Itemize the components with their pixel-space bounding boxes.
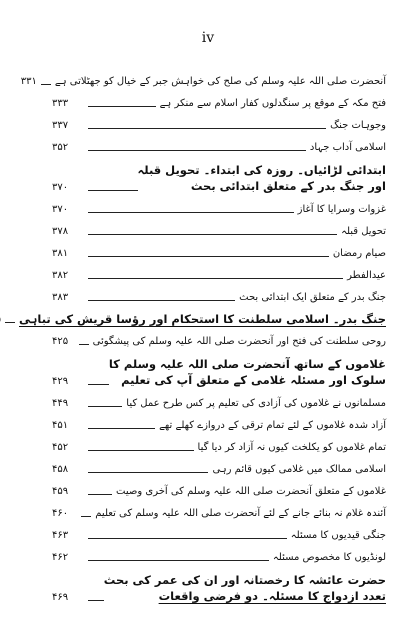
toc-leader-line [41, 84, 51, 85]
toc-leader-line [88, 212, 294, 213]
toc-leader-line [88, 406, 122, 407]
toc-leader-line [88, 278, 343, 279]
toc-row [52, 216, 386, 238]
toc-row [19, 304, 386, 326]
toc-title-line-1: غلاموں کے ساتھ آنحضرت صلی اللہ علیہ وسلم کا [108, 357, 386, 371]
toc-leader-line [79, 344, 89, 345]
toc-row [52, 110, 386, 132]
toc-page-number: ۳۷۰ [52, 182, 69, 193]
toc-page-number: ۳۳۳ [52, 98, 69, 109]
toc-title: اسلامی آداب جہاد [309, 142, 386, 153]
toc-page-number: ۴۵۲ [52, 442, 69, 453]
toc-leader-line [5, 322, 15, 323]
toc-page-number: ۴۴۹ [52, 398, 69, 409]
toc-title: تمام غلاموں کو یکلخت کیوں نہ آزاد کر دیا گیا [197, 442, 386, 453]
toc-page-number: ۴۵۹ [52, 486, 69, 497]
toc-page-number [0, 313, 5, 326]
toc-title [109, 356, 386, 388]
toc-leader-line [88, 150, 306, 151]
toc-row [52, 498, 386, 520]
toc-row [52, 564, 386, 604]
toc-title: جنگ بدر۔ اسلامی سلطنت کا استحکام اور رؤسا قریش کی تباہی [19, 312, 386, 326]
toc-row [52, 542, 386, 564]
toc-row [52, 388, 386, 410]
toc-row [52, 454, 386, 476]
toc-title: اسلامی ممالک میں غلامی کیوں قائم رہی [212, 464, 386, 475]
toc-title: غلاموں کے متعلق آنحضرت صلی اللہ علیہ وسلم کی آخری وصیت [116, 486, 386, 497]
toc-page-number: ۴۶۲ [52, 552, 69, 563]
toc-row [52, 348, 386, 388]
toc-leader-line [88, 538, 287, 539]
toc-row [52, 282, 386, 304]
toc-title: صیام رمضان [332, 248, 386, 259]
toc-title: لونڈیوں کا مخصوص مسئلہ [272, 552, 386, 563]
toc-page-number: ۳۸۳ [52, 292, 69, 303]
toc-title: وجوہات جنگ [330, 120, 386, 131]
toc-leader-line [88, 128, 326, 129]
toc-page-number: ۴۶۰ [52, 508, 69, 519]
toc-leader-line [88, 600, 104, 601]
toc-page-number: ۳۵۲ [52, 142, 69, 153]
toc-row [52, 154, 386, 194]
toc-title: روحی سلطنت کی فتح اور آنحضرت صلی اللہ علیہ وسلم کی پیشگوئی [92, 336, 386, 347]
toc-leader-line [81, 516, 91, 517]
toc-leader-line [88, 560, 269, 561]
toc-leader-line [88, 190, 138, 191]
toc-title: مسلمانوں نے غلاموں کی آزادی کی تعلیم پر کس طرح عمل کیا [126, 398, 386, 409]
toc-title: آنحضرت صلی اللہ علیہ وسلم کی صلح کی خواہش جبر کے خیال کو جھٹلاتی ہے [54, 76, 386, 87]
table-of-contents [19, 66, 386, 604]
toc-page-number: ۳۳۱ [20, 76, 37, 87]
toc-page-number: ۳۷۸ [52, 226, 69, 237]
toc-leader-line [88, 428, 155, 429]
toc-title: عیدالفطر [347, 270, 386, 281]
toc-page-number: ۴۵۱ [52, 420, 69, 431]
toc-title: فتح مکہ کے موقع پر سنگدلوں کفار اسلام سے منکر ہے [159, 98, 386, 109]
toc-leader-line [88, 234, 337, 235]
toc-row [52, 260, 386, 282]
toc-row [52, 326, 386, 348]
toc-row [52, 88, 386, 110]
page-number: iv [201, 30, 215, 46]
toc-title [138, 162, 386, 194]
toc-leader-line [88, 384, 109, 385]
toc-title-line-2: اور جنگ بدر کے متعلق ابتدائی بحث [190, 179, 386, 193]
toc-row [20, 66, 386, 88]
toc-page-number: ۴۲۹ [52, 376, 69, 387]
toc-row [52, 132, 386, 154]
toc-row [52, 410, 386, 432]
toc-title-line-2: تعدد ازدواج کا مسئلہ۔ دو فرضی واقعات [158, 589, 386, 603]
toc-title-line-2: سلوک اور مسئلہ غلامی کے متعلق آپ کی تعلیم [121, 373, 386, 387]
toc-leader-line [88, 106, 156, 107]
toc-row [52, 238, 386, 260]
toc-title: آئندہ غلام نہ بنائے جانے کے لئے آنحضرت صلی اللہ علیہ وسلم کی تعلیم [95, 508, 386, 519]
toc-leader-line [88, 472, 208, 473]
toc-row [52, 476, 386, 498]
toc-page-number: ۳۸۲ [52, 270, 69, 281]
toc-title [104, 572, 386, 604]
toc-title-line-1: ابتدائی لڑائیاں۔ روزہ کی ابتداء۔ تحویل قبلہ [137, 163, 386, 177]
toc-page-number: ۳۷۰ [52, 204, 69, 215]
toc-leader-line [88, 300, 235, 301]
toc-leader-line [88, 450, 194, 451]
toc-row [52, 432, 386, 454]
toc-title: آزاد شدہ غلاموں کے لئے تمام ترقی کے دروازے کھلے تھے [159, 420, 386, 431]
toc-page-number: ۴۶۹ [52, 592, 69, 603]
toc-title: جنگی قیدیوں کا مسئلہ [290, 530, 386, 541]
toc-page-number: ۴۵۸ [52, 464, 69, 475]
toc-row [52, 520, 386, 542]
toc-title-line-1: حضرت عائشہ کا رخصتانہ اور ان کی عمر کی بحث [103, 573, 386, 587]
toc-title: تحویل قبلہ [341, 226, 386, 237]
toc-leader-line [88, 494, 112, 495]
toc-title: غزوات وسرایا کا آغاز [297, 204, 386, 215]
toc-leader-line [88, 256, 329, 257]
toc-title: جنگ بدر کے متعلق ایک ابتدائی بحث [239, 292, 386, 303]
toc-page-number: ۳۸۱ [52, 248, 69, 259]
toc-page-number: ۴۶۳ [52, 530, 69, 541]
toc-row [52, 194, 386, 216]
toc-page-number: ۴۲۵ [52, 336, 69, 347]
toc-page-number: ۳۳۷ [52, 120, 69, 131]
